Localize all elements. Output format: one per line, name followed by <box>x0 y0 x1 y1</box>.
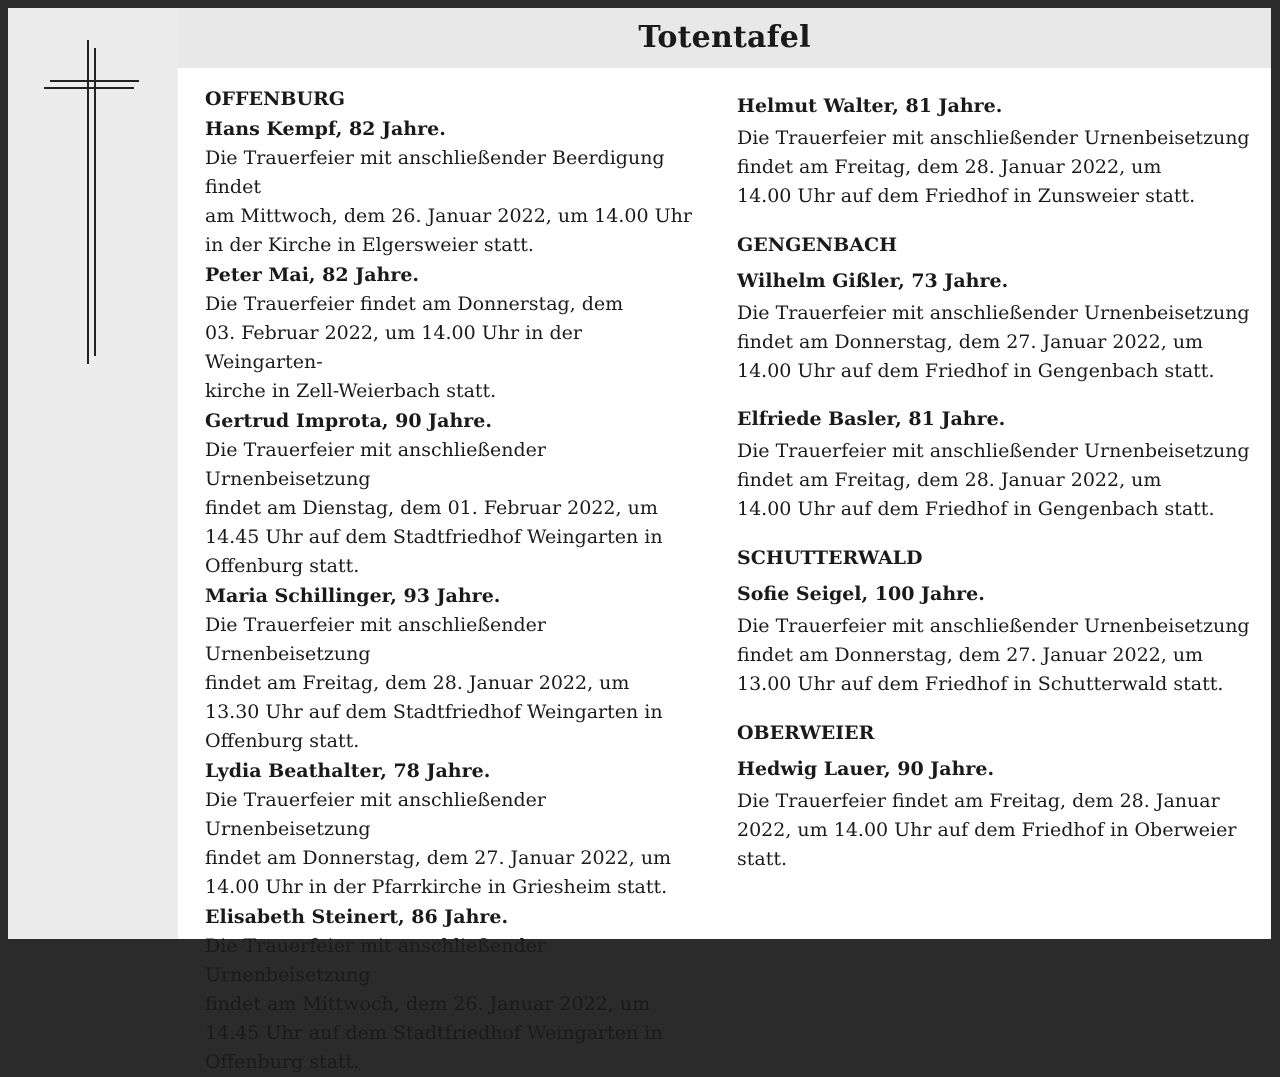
deceased-name: Wilhelm Gißler, 73 Jahre. <box>737 270 1009 292</box>
text-line: Die Trauerfeier mit anschließender Urnenbeisetzung <box>737 440 1250 462</box>
obituary-entry <box>737 266 1257 386</box>
text-line: findet am Freitag, dem 28. Januar 2022, um <box>737 469 1162 491</box>
text-line: Die Trauerfeier mit anschließender Beerdigung findet <box>205 147 665 198</box>
cross-icon <box>42 38 142 368</box>
text-line: am Mittwoch, dem 26. Januar 2022, um 14.00 Uhr <box>205 205 692 227</box>
obituary-section <box>737 719 1257 874</box>
service-details <box>737 124 1257 211</box>
obituary-entry <box>737 91 1257 211</box>
content-area <box>178 68 1271 1073</box>
text-line: Die Trauerfeier mit anschließender Urnenbeisetzung <box>737 127 1250 149</box>
text-line: findet am Donnerstag, dem 27. Januar 2022, um <box>737 331 1204 353</box>
text-line: Die Trauerfeier mit anschließender Urnenbeisetzung <box>205 439 546 490</box>
service-details <box>205 290 705 406</box>
obituary-entry <box>205 406 705 581</box>
deceased-name: Elisabeth Steinert, 86 Jahre. <box>205 906 509 928</box>
obituary-entry <box>737 579 1257 699</box>
obituary-section <box>737 231 1257 524</box>
deceased-name: Elfriede Basler, 81 Jahre. <box>737 408 1006 430</box>
deceased-name: Maria Schillinger, 93 Jahre. <box>205 585 501 607</box>
deceased-name: Peter Mai, 82 Jahre. <box>205 264 420 286</box>
text-line: kirche in Zell-Weierbach statt. <box>205 380 497 402</box>
town-heading: OBERWEIER <box>737 722 875 744</box>
text-line: 14.00 Uhr auf dem Friedhof in Gengenbach statt. <box>737 360 1215 382</box>
deceased-name: Hans Kempf, 82 Jahre. <box>205 118 446 140</box>
text-line: 03. Februar 2022, um 14.00 Uhr in der Weingarten- <box>205 322 582 373</box>
service-details <box>205 436 705 581</box>
text-line: findet am Donnerstag, dem 27. Januar 2022, um <box>737 644 1204 666</box>
service-details <box>205 932 705 1077</box>
text-line: 14.45 Uhr auf dem Stadtfriedhof Weingarten in <box>205 526 663 548</box>
text-line: Die Trauerfeier mit anschließender Urnenbeisetzung <box>737 615 1250 637</box>
obituary-entry <box>737 754 1257 874</box>
service-details <box>737 437 1257 524</box>
town-heading: OFFENBURG <box>205 88 346 110</box>
obituary-entry <box>737 404 1257 524</box>
text-line: Die Trauerfeier findet am Donnerstag, dem <box>205 293 624 315</box>
service-details <box>205 144 705 260</box>
obituary-entry <box>205 260 705 406</box>
obituary-section <box>737 91 1257 211</box>
obituary-section <box>737 544 1257 699</box>
text-line: Offenburg statt. <box>205 730 360 752</box>
page-title: Totentafel <box>638 20 811 55</box>
town-heading: SCHUTTERWALD <box>737 547 923 569</box>
deceased-name: Helmut Walter, 81 Jahre. <box>737 95 1003 117</box>
text-line: 13.00 Uhr auf dem Friedhof in Schutterwald statt. <box>737 673 1224 695</box>
deceased-name: Lydia Beathalter, 78 Jahre. <box>205 760 491 782</box>
left-column <box>205 85 705 1077</box>
obituary-entry <box>205 114 705 260</box>
obituary-entry <box>205 581 705 756</box>
service-details <box>205 611 705 756</box>
header-bar <box>178 8 1271 68</box>
text-line: 13.30 Uhr auf dem Stadtfriedhof Weingarten in <box>205 701 663 723</box>
text-line: in der Kirche in Elgersweier statt. <box>205 234 534 256</box>
town-heading: GENGENBACH <box>737 234 898 256</box>
text-line: findet am Dienstag, dem 01. Februar 2022, um <box>205 497 658 519</box>
text-line: 2022, um 14.00 Uhr auf dem Friedhof in Oberweier <box>737 819 1237 841</box>
text-line: 14.00 Uhr in der Pfarrkirche in Griesheim statt. <box>205 876 668 898</box>
service-details <box>737 612 1257 699</box>
text-line: findet am Mittwoch, dem 26. Januar 2022, um <box>205 993 651 1015</box>
deceased-name: Hedwig Lauer, 90 Jahre. <box>737 758 995 780</box>
deceased-name: Sofie Seigel, 100 Jahre. <box>737 583 985 605</box>
text-line: findet am Freitag, dem 28. Januar 2022, um <box>737 156 1162 178</box>
obituary-entry <box>205 756 705 902</box>
service-details <box>737 787 1257 874</box>
service-details <box>205 786 705 902</box>
notice-frame <box>8 8 1271 1073</box>
obituary-section <box>205 85 705 1077</box>
text-line: Die Trauerfeier mit anschließender Urnenbeisetzung <box>205 789 546 840</box>
text-line: Die Trauerfeier mit anschließender Urnenbeisetzung <box>205 614 546 665</box>
text-line: 14.00 Uhr auf dem Friedhof in Gengenbach statt. <box>737 498 1215 520</box>
text-line: findet am Donnerstag, dem 27. Januar 2022, um <box>205 847 672 869</box>
text-line: Offenburg statt. <box>205 555 360 577</box>
deceased-name: Gertrud Improta, 90 Jahre. <box>205 410 492 432</box>
text-line: Die Trauerfeier mit anschließender Urnenbeisetzung <box>737 302 1250 324</box>
text-line: 14.00 Uhr auf dem Friedhof in Zunsweier statt. <box>737 185 1196 207</box>
text-line: Offenburg statt. <box>205 1051 360 1073</box>
right-column <box>737 85 1257 874</box>
text-line: statt. <box>737 848 788 870</box>
text-line: Die Trauerfeier findet am Freitag, dem 28. Januar <box>737 790 1220 812</box>
text-line: Die Trauerfeier mit anschließender Urnenbeisetzung <box>205 935 546 986</box>
obituary-entry <box>205 902 705 1077</box>
service-details <box>737 299 1257 386</box>
text-line: findet am Freitag, dem 28. Januar 2022, um <box>205 672 630 694</box>
text-line: 14.45 Uhr auf dem Stadtfriedhof Weingarten in <box>205 1022 663 1044</box>
